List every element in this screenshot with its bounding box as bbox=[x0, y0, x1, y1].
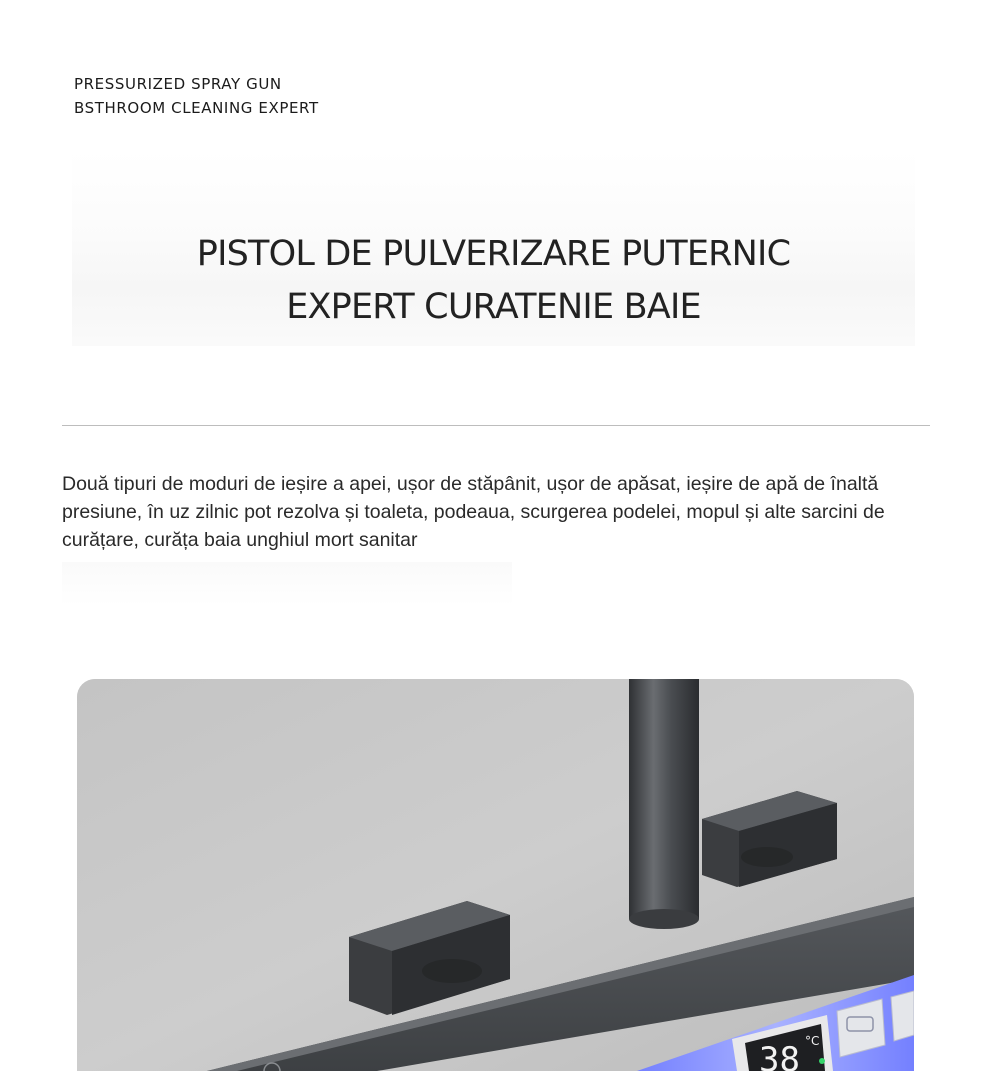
subtitle-line-2: BSTHROOM CLEANING EXPERT bbox=[74, 99, 319, 117]
subtitle-line-1: PRESSURIZED SPRAY GUN bbox=[74, 75, 282, 93]
page-title bbox=[72, 228, 915, 334]
shower-pipe bbox=[629, 679, 699, 919]
product-description: Două tipuri de moduri de ieșire a apei, ușor de stăpânit, ușor de apăsat, ieșire de apă de înaltă presiune, în uz zilnic pot rezolva și toaleta, podeaua, scurgerea podelei, mopul și alte sarcini de curățare, curăța baia unghiul mort sanitar bbox=[62, 473, 885, 551]
product-photo bbox=[77, 679, 914, 1071]
shower-system-illustration bbox=[77, 679, 914, 1071]
display-temperature: 38 bbox=[759, 1040, 800, 1071]
title-line-1: PISTOL DE PULVERIZARE PUTERNIC bbox=[196, 234, 791, 274]
description-shadow bbox=[62, 562, 512, 606]
title-line-2: EXPERT CURATENIE BAIE bbox=[286, 287, 701, 327]
section-divider bbox=[62, 425, 930, 426]
display-unit: °C bbox=[805, 1034, 820, 1048]
subtitle-block bbox=[74, 72, 319, 120]
